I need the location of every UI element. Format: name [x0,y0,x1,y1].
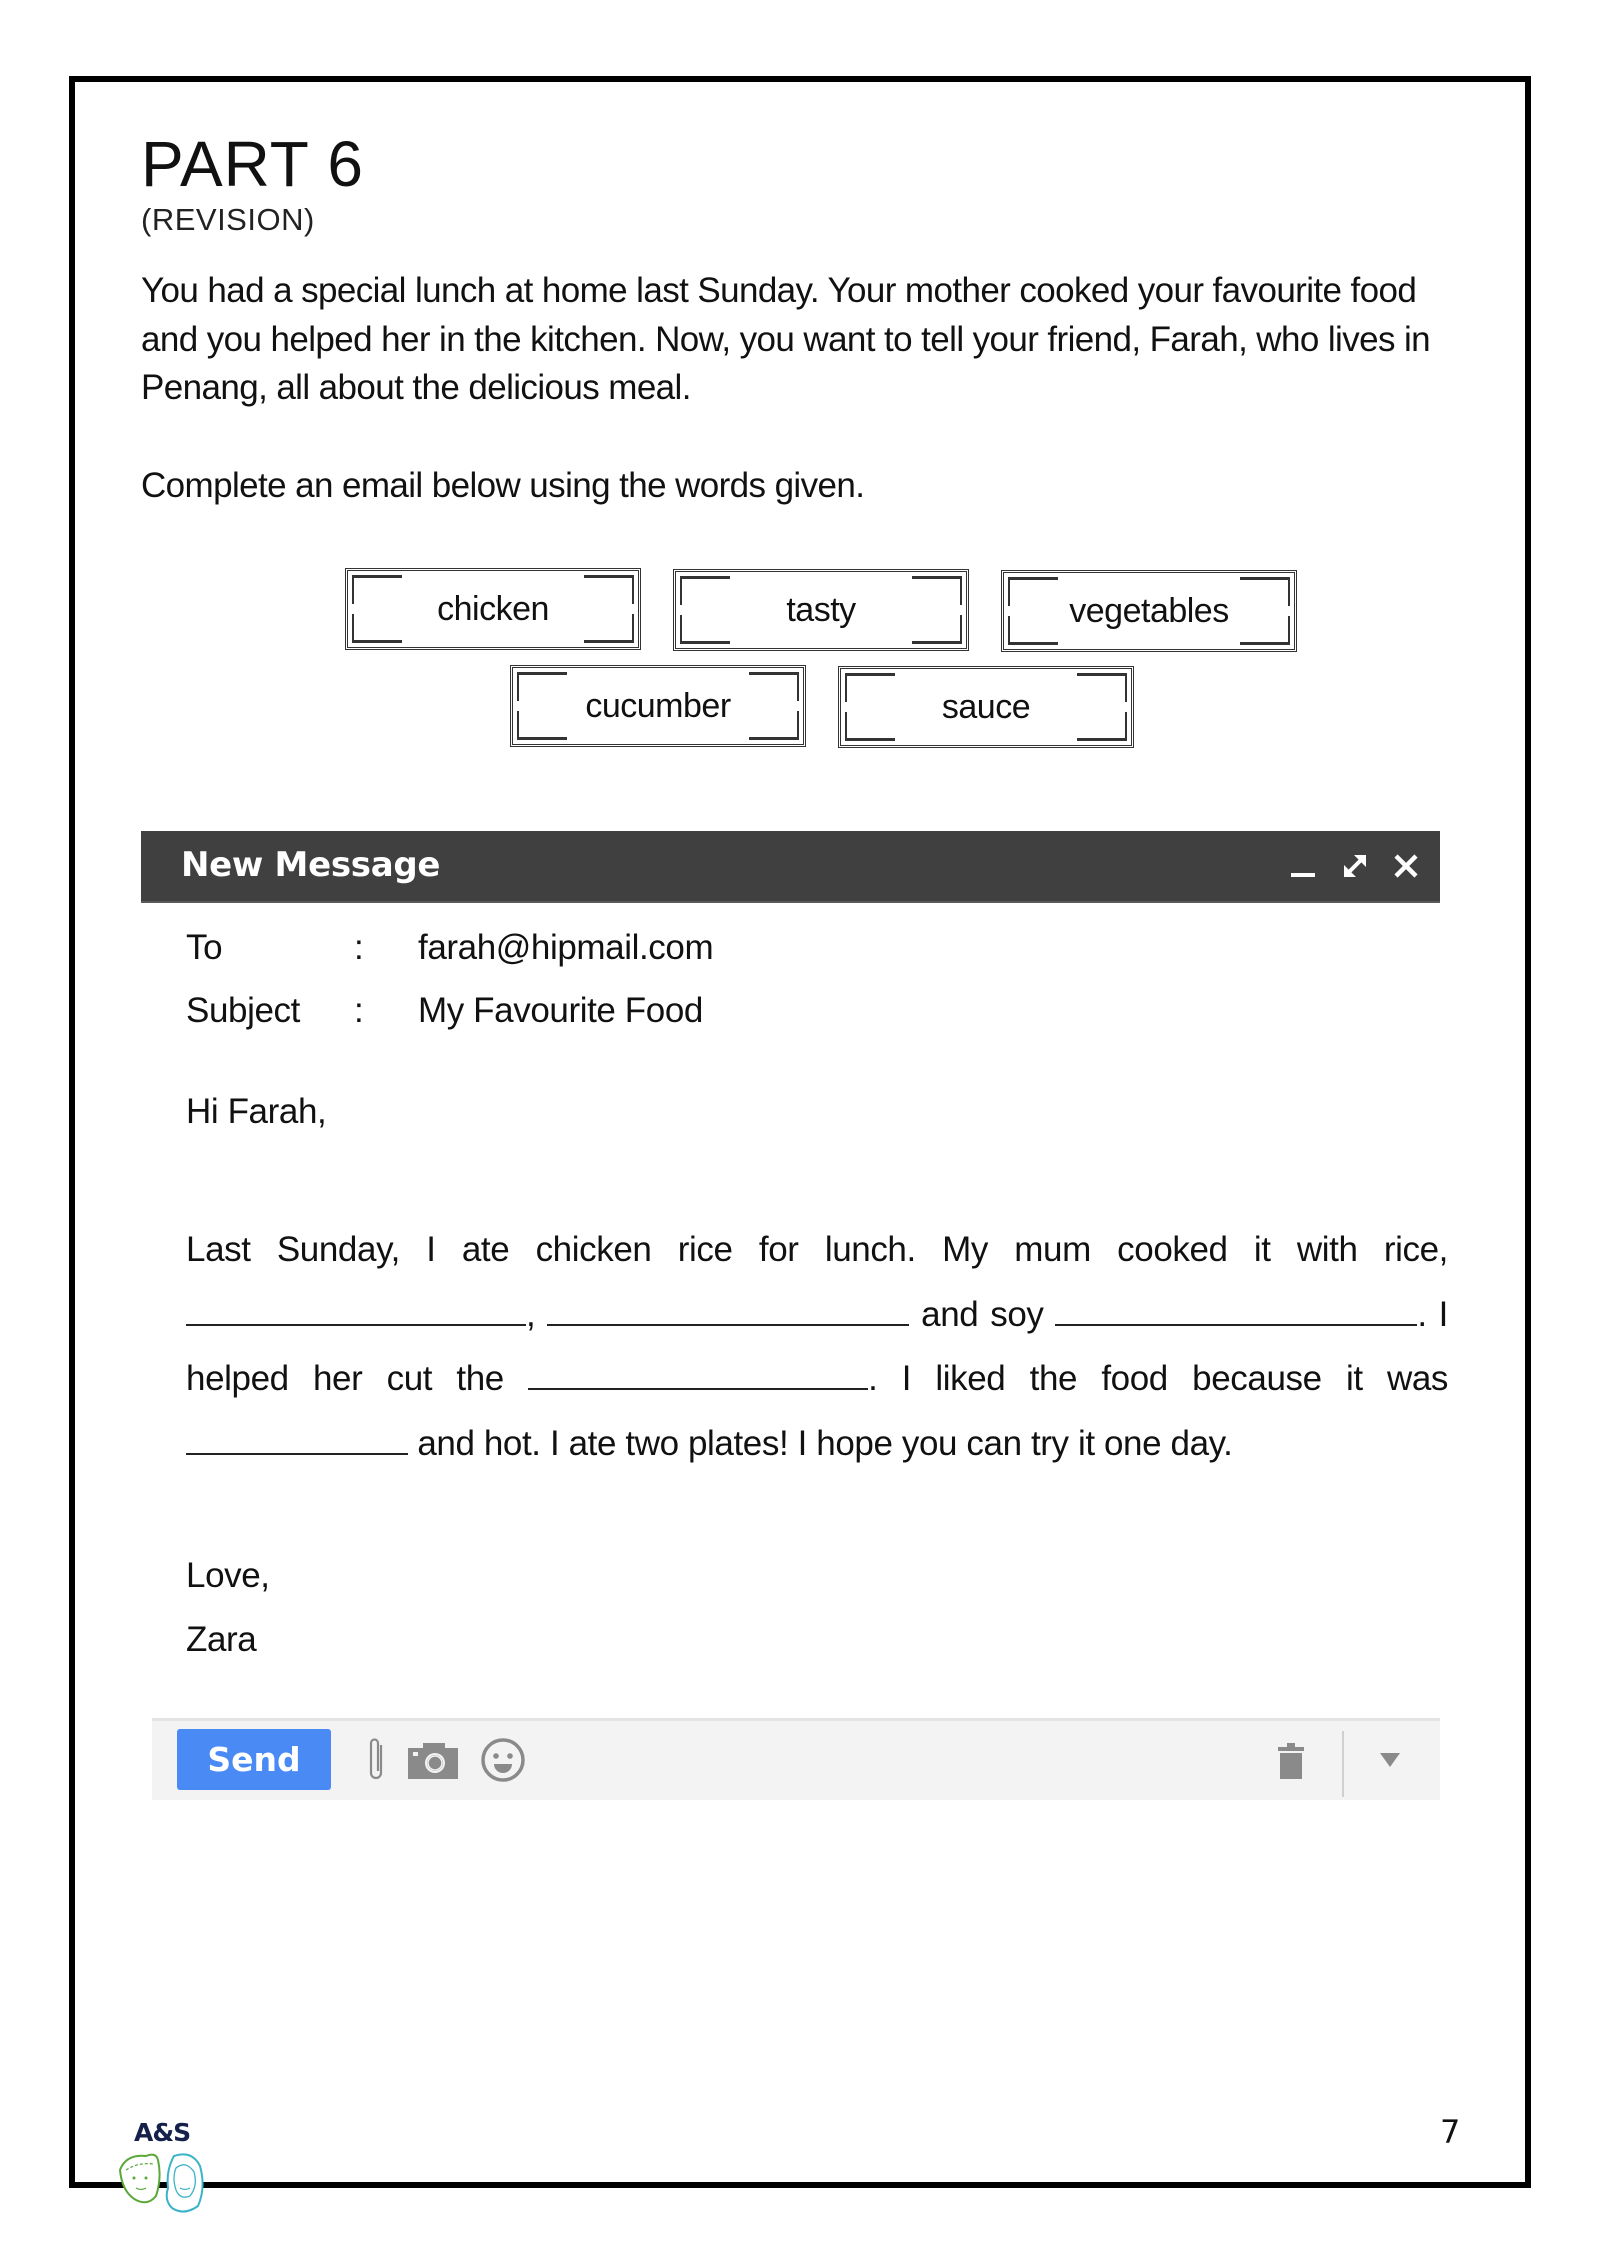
word-label: sauce [941,687,1031,726]
body-text: and hot. I ate two plates! I hope you can try it one day. [417,1423,1233,1463]
word-label: tasty [786,590,856,629]
subject-label: Subject [186,991,300,1030]
answer-blank-3[interactable] [1055,1294,1417,1326]
word-label: cucumber [585,686,731,725]
minimize-icon[interactable] [1287,849,1321,883]
body-text: and soy [921,1294,1044,1334]
faces-illustration-icon [112,2148,212,2218]
dropdown-arrow-icon[interactable] [1380,1753,1400,1767]
answer-blank-1[interactable] [186,1294,526,1326]
trash-icon[interactable] [1276,1743,1306,1779]
word-box-sauce [838,666,1134,748]
subject-separator: : [354,991,364,1030]
page-number: 7 [1440,2113,1461,2151]
logo-text: A&S [134,2118,191,2147]
body-text: . [1417,1294,1427,1334]
body-text: , [526,1294,536,1334]
signature-text: Zara [186,1620,257,1659]
publisher-logo [112,2110,212,2220]
body-text: . I liked the food because it was [868,1359,1448,1398]
email-compose-header [141,831,1440,903]
email-greeting: Hi Farah, [186,1092,327,1131]
word-label: vegetables [1069,591,1229,630]
close-icon[interactable] [1389,849,1423,883]
to-field[interactable]: farah@hipmail.com [418,928,714,967]
page-heading: PART 6 [141,128,364,200]
email-signoff [186,1544,270,1672]
answer-blank-5[interactable] [186,1423,408,1455]
body-text: Last Sunday, I ate chicken rice for lunch. My mum cooked it with rice, [186,1230,1448,1269]
body-text: I helped her cut the [186,1294,1448,1398]
word-box-chicken [345,568,641,650]
send-button[interactable]: Send [177,1729,331,1790]
camera-icon[interactable] [408,1741,458,1779]
signoff-text: Love, [186,1556,270,1595]
intro-paragraph: You had a special lunch at home last Sunday. Your mother cooked your favourite food and you helped her in the kitchen. Now, you want to tell your friend, Farah, who lives in Penang, all about the delicious meal. [141,271,1431,407]
expand-icon[interactable] [1338,849,1372,883]
answer-blank-2[interactable] [547,1294,909,1326]
toolbar-divider [1342,1731,1344,1797]
to-separator: : [354,928,364,967]
to-label: To [186,928,223,967]
answer-blank-4[interactable] [528,1358,868,1390]
compose-toolbar [152,1718,1440,1800]
word-box-vegetables [1001,570,1297,652]
paperclip-icon[interactable] [366,1737,388,1783]
email-window-title: New Message [181,845,441,885]
email-body [186,1218,1448,1476]
word-box-cucumber [510,665,806,747]
subject-field[interactable]: My Favourite Food [418,991,703,1030]
emoji-icon[interactable] [480,1737,526,1783]
word-box-tasty [673,569,969,651]
instruction-text: Complete an email below using the words given. [141,466,865,505]
page-subheading: (REVISION) [141,202,315,237]
word-label: chicken [437,589,549,628]
